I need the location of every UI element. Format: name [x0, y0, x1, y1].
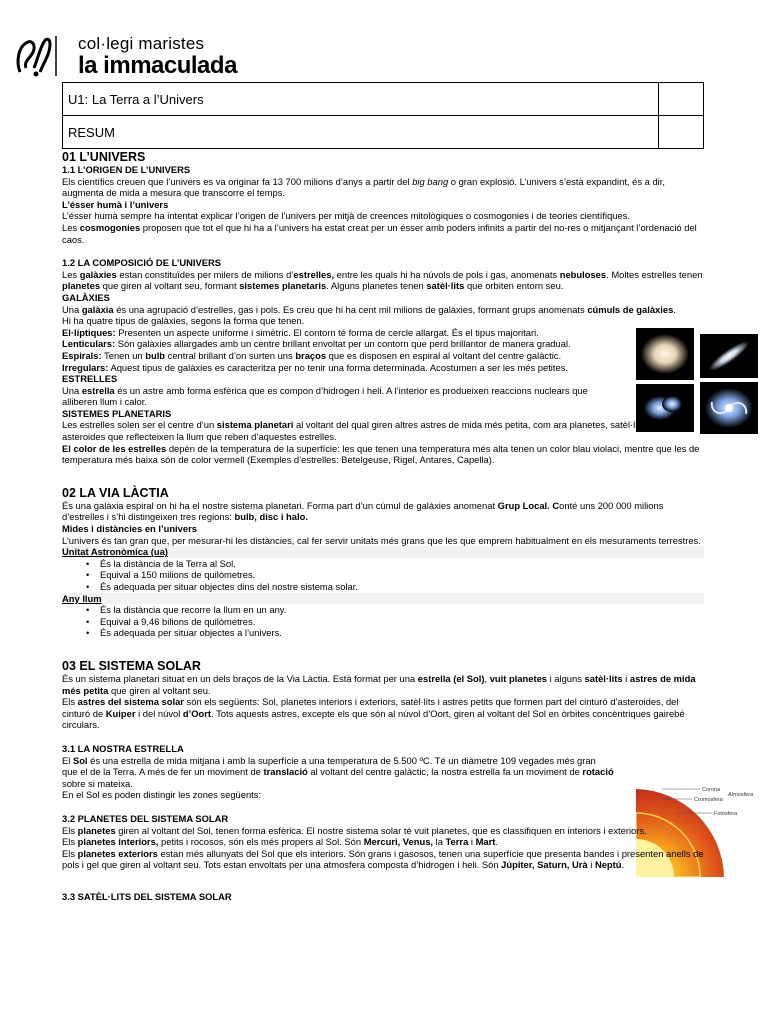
list-item: • És la distància que recorre la llum en un any. [100, 604, 704, 616]
light-year-list [62, 604, 704, 639]
paragraph-solar-bodies: Els astres del sistema solar són els següents: Sol, planetes interiors i exteriors, satèl·lits i astres petits que formen part del cinturó d’asteroides, del cinturó de Kuiper i del núvol d’Oort. Tots aquests astres, excepte els que són al núvol d’Oort, giren al voltant del Sol en òrbites concèntriques gairebé circulars. [62, 696, 685, 731]
list-item: • Equival a 150 milions de quilòmetres. [100, 569, 704, 581]
paragraph-sun-zones: En el Sol es poden distingir les zones següents: [62, 789, 262, 801]
header-empty-cell-2 [659, 116, 704, 149]
paragraph-cosmogonies: Les cosmogonies proposen que tot el que hi ha a l’univers ha estat creat per un ésser amb poders infinits a partir del no-res o mitjançant l’ordenació del caos. [62, 221, 697, 245]
sizes-distances-title: Mides i distàncies en l’univers [62, 523, 197, 535]
subsection-1-1-title: 1.1 L’ORIGEN DE L’UNIVERS [62, 164, 191, 175]
resum-title: RESUM [63, 116, 659, 149]
section-2-title: 02 LA VIA LÀCTIA [62, 485, 169, 500]
galaxy-type-irregular: Irregulars: Aquest tipus de galàxies es caracteritza per no tenir una forma determinada. Acostumen a ser les més petites. [62, 361, 568, 373]
paragraph-composition: Les galàxies estan constituïdes per milers de milions d’estrelles, entre les quals hi ha núvols de pols i gas, anomenats nebuloses. Moltes estrelles tenen planetes que giren al voltant seu, formant sistemes planetaris. Alguns planetes tenen satèl·lits que orbiten entorn seu. [62, 268, 703, 292]
document-body [62, 150, 704, 902]
paragraph-outer-planets: Els planetes exteriors estan més allunyats del Sol que els interiors. Són grans i gasosos, tenen una superfície que presenta bandes i presenten anells de pols i gel que giren al voltant seu. Tots estan envoltats per una atmosfera composta d’hidrogen i heli. Són Júpiter, Saturn, Urà i Neptú. [62, 847, 704, 871]
paragraph-milky-way: És una galàxia espiral on hi ha el nostre sistema planetari. Forma part d’un cúmul de galàxies anomenat Grup Local. Conté uns 200 000 milions d’estrelles i s’hi distingeixen tres regions: bulb, disc i halo. [62, 499, 664, 523]
section-3-title: 03 EL SISTEMA SOLAR [62, 658, 201, 673]
header-empty-cell-1 [659, 83, 704, 116]
logo-line1: col·legi maristes [78, 34, 205, 53]
header-table [62, 82, 704, 149]
paragraph-star-color: El color de les estrelles depèn de la temperatura de la superfície: les que tenen una temperatura més alta tenen un color blau violaci, mentre que les de temperatura més baixa són de color vermell (Exemples d’estrelles: Betelgeuse, Rigel, Antares, Capella). [62, 442, 700, 466]
galaxies-title: GALÀXIES [62, 291, 110, 303]
planetary-systems-title: SISTEMES PLANETARIS [62, 407, 172, 419]
list-item: • És adequada per situar objectes a l’univers. [100, 627, 704, 639]
subsection-3-2-title: 3.2 PLANETES DEL SISTEMA SOLAR [62, 812, 229, 824]
paragraph-esser: L’ésser humà sempre ha intentat explicar l’origen de l’univers per mitjà de creences mitològiques o cosmogonies i de teories científiques. [62, 210, 631, 222]
unit-title: U1: La Terra a l’Univers [63, 83, 659, 116]
paragraph-planetary-system: Les estrelles solen ser el centre d’un sistema planetari al voltant del qual giren altres astres de mida més petita, com ara planetes, satèl·lits, estrelles i asteroides que reflecteixen la llum que reben d’aquestes estrelles. [62, 419, 690, 443]
section-1-title: 01 L’UNIVERS [62, 150, 146, 164]
paragraph-origin: Els científics creuen que l’univers es va originar fa 13 700 milions d’anys a partir del big bang o gran explosió. L’univers s’està expandint, és a dir, augmenta de mida a mesura que transcorre el temps. [62, 175, 665, 199]
sun-label-cromosfera: Cromosfera [694, 797, 723, 803]
list-item: • És la distància de la Terra al Sol. [100, 558, 704, 570]
paragraph-solar-system: És un sistema planetari situat en un dels braços de la Via Làctia. Està format per una estrella (el Sol), vuit planetes i alguns satèl·lits i astres de mida més petita que giren al voltant seu. [62, 672, 696, 696]
stars-title: ESTRELLES [62, 373, 118, 385]
galaxy-type-elliptical: El·líptiques: Presenten un aspecte uniforme i simètric. El contorn té forma de cercle allargat. És el tipus majoritari. [62, 326, 539, 338]
subsection-3-1-title: 3.1 LA NOSTRA ESTRELLA [62, 742, 184, 754]
paragraph-planets: Els planetes giren al voltant del Sol, tenen forma esfèrica. El nostre sistema solar té vuit planetes, que es classifiquen en interiors i exteriors. [62, 824, 647, 836]
school-logo [14, 32, 254, 80]
sun-label-atmosfera: Atmosfera [728, 792, 754, 798]
sun-label-corona: Corona [702, 787, 721, 793]
paragraph-galaxy: Una galàxia és una agrupació d’estrelles, gas i pols. Es creu que hi ha cent mil milions de galàxies, formant grups anomenats cúmuls de galàxies. [62, 303, 676, 315]
logo-line2: la immaculada [78, 52, 237, 79]
sun-label-fotosfera: Fotosfera [714, 811, 738, 817]
astronomical-unit-title: Unitat Astronòmica (ua) [62, 546, 704, 558]
light-year-title: Any llum [62, 593, 704, 605]
list-item: • Equival a 9,46 bilions de quilòmetres. [100, 616, 704, 628]
marist-logo-icon [14, 32, 64, 80]
paragraph-star: Una estrella és un astre amb forma esfèrica que es compon d’hidrogen i heli. A l’interior es produeixen reaccions nuclears que alliberen llum i calor. [62, 384, 588, 408]
subsection-3-3-title: 3.3 SATÈL·LITS DEL SISTEMA SOLAR [62, 890, 232, 902]
paragraph-sun: El Sol és una estrella de mida mitjana i amb la superfície a una temperatura de 5.500 ºC. Té un diàmetre 109 vegades més gran que el de la Terra. A més de fer un moviment de translació al voltant del centre galàctic, la nostra estrella fa un moviment de rotació sobre si mateixa. [62, 754, 614, 789]
galaxy-type-lenticular: Lenticulars: Són galàxies allargades amb un centre brillant envoltat per un contorn que perd brillantor de manera gradual. [62, 338, 571, 350]
galaxy-type-spiral: Espirals: Tenen un bulb central brillant d’on surten uns braços que es disposen en espiral al voltant del centre galàctic. [62, 349, 562, 361]
paragraph-inner-planets: Els planetes interiors, petits i rocosos, són els més propers al Sol. Són Mercuri, Venus, la Terra i Mart. [62, 836, 498, 848]
esser-huma-title: L’ésser humà i l’univers [62, 198, 169, 210]
list-item: • És adequada per situar objectes dins del nostre sistema solar. [100, 581, 704, 593]
paragraph-sizes: L’univers és tan gran que, per mesurar-hi les distàncies, cal fer servir unitats més grans que les que emprem habitualment en els mesuraments terrestres. [62, 534, 701, 546]
paragraph-galaxy-types: Hi ha quatre tipus de galàxies, segons la forma que tenen. [62, 315, 305, 327]
astronomical-unit-list [62, 558, 704, 593]
subsection-1-2-title: 1.2 LA COMPOSICIÓ DE L’UNIVERS [62, 257, 222, 269]
